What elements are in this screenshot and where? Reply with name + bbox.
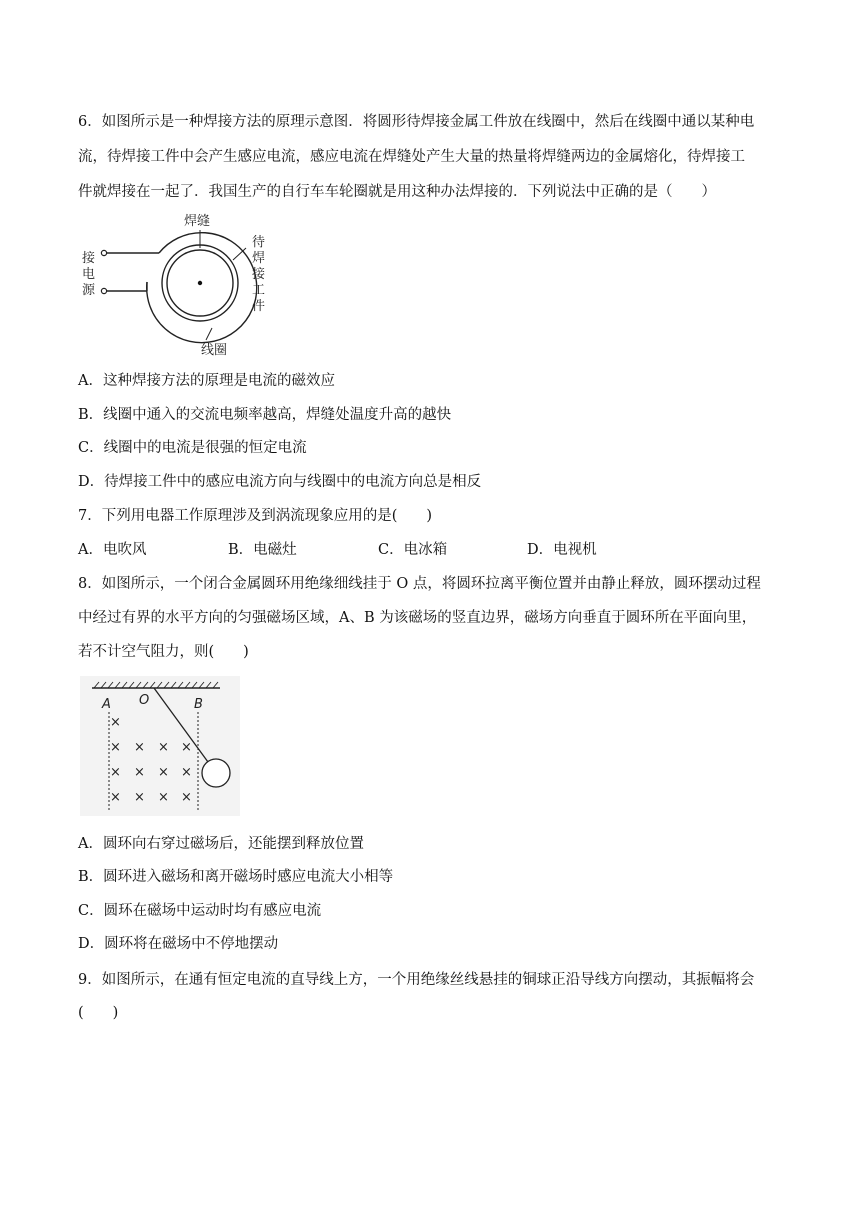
label-workpiece-3: 接 — [252, 267, 266, 282]
cross: × — [134, 765, 145, 780]
cross: × — [158, 790, 169, 805]
q8-option-d: D．圆环将在磁场中不停地摆动 — [78, 936, 279, 952]
pendulum-field-diagram — [80, 676, 240, 816]
label-power-3: 源 — [82, 283, 96, 298]
terminal-top — [101, 250, 106, 255]
cross: × — [181, 790, 192, 805]
q7-option-a: A．电吹风 — [78, 542, 147, 558]
q6-stem-line-3: 件就焊接在一起了．我国生产的自行车车轮圈就是用这种办法焊接的．下列说法中正确的是（ ） — [78, 184, 716, 200]
q7-option-d: D．电视机 — [527, 542, 597, 558]
terminal-bottom — [101, 288, 106, 293]
q6-stem-line-2: 流，待焊接工件中会产生感应电流，感应电流在焊缝处产生大量的热量将焊缝两边的金属熔化，待焊接工 — [78, 149, 745, 165]
q9-stem-line-2: ( ) — [78, 1005, 119, 1021]
q6-option-b: B．线圈中通入的交流电频率越高，焊缝处温度升高的越快 — [78, 407, 452, 423]
q7-stem: 7．下列用电器工作原理涉及到涡流现象应用的是( ) — [78, 508, 433, 524]
q8-stem-line-2: 中经过有界的水平方向的匀强磁场区域，A、B 为该磁场的竖直边界，磁场方向垂直于圆环所在平面向里， — [78, 610, 757, 626]
q7-options-row — [78, 540, 778, 560]
cross: × — [110, 740, 121, 755]
q8-stem-line-3: 若不计空气阻力，则( ) — [78, 644, 249, 660]
label-workpiece-1: 待 — [252, 235, 266, 250]
label-b: B — [194, 697, 203, 712]
cross: × — [181, 765, 192, 780]
metal-ring — [202, 759, 230, 787]
q6-option-c: C．线圈中的电流是很强的恒定电流 — [78, 440, 307, 456]
cross: × — [110, 715, 121, 730]
q8-option-c: C．圆环在磁场中运动时均有感应电流 — [78, 903, 322, 919]
label-workpiece-4: 工 — [252, 283, 266, 298]
q7-option-b: B．电磁灶 — [228, 542, 297, 558]
cross: × — [110, 790, 121, 805]
welding-diagram — [78, 208, 288, 360]
q7-option-c: C．电冰箱 — [378, 542, 448, 558]
label-workpiece-5: 件 — [252, 299, 266, 314]
q6-stem-line-1: 6．如图所示是一种焊接方法的原理示意图．将圆形待焊接金属工件放在线圈中，然后在线圈中通以某种电 — [78, 114, 755, 130]
q8-stem-line-1: 8．如图所示，一个闭合金属圆环用绝缘细线挂于 O 点，将圆环拉离平衡位置并由静止释放，圆环摆动过程 — [78, 576, 761, 592]
cross: × — [110, 765, 121, 780]
label-weld: 焊缝 — [184, 214, 211, 229]
label-coil: 线圈 — [201, 343, 228, 358]
q9-stem-line-1: 9．如图所示，在通有恒定电流的直导线上方，一个用绝缘丝线悬挂的铜球正沿导线方向摆动，其振幅将会 — [78, 972, 755, 988]
q8-option-a: A．圆环向右穿过磁场后，还能摆到释放位置 — [78, 836, 364, 852]
label-power-1: 接 — [82, 251, 96, 266]
cross: × — [158, 765, 169, 780]
cross: × — [158, 740, 169, 755]
q6-option-d: D．待焊接工件中的感应电流方向与线圈中的电流方向总是相反 — [78, 474, 482, 490]
center-dot — [198, 281, 202, 285]
coil-outer-line — [147, 233, 257, 343]
cross: × — [181, 740, 192, 755]
label-power-2: 电 — [82, 267, 96, 282]
cross: × — [134, 790, 145, 805]
q6-option-a: A．这种焊接方法的原理是电流的磁效应 — [78, 373, 335, 389]
label-a: A — [102, 697, 111, 712]
q8-option-b: B．圆环进入磁场和离开磁场时感应电流大小相等 — [78, 869, 394, 885]
label-workpiece-2: 焊 — [252, 251, 266, 266]
cross: × — [134, 740, 145, 755]
label-o: O — [139, 693, 150, 708]
